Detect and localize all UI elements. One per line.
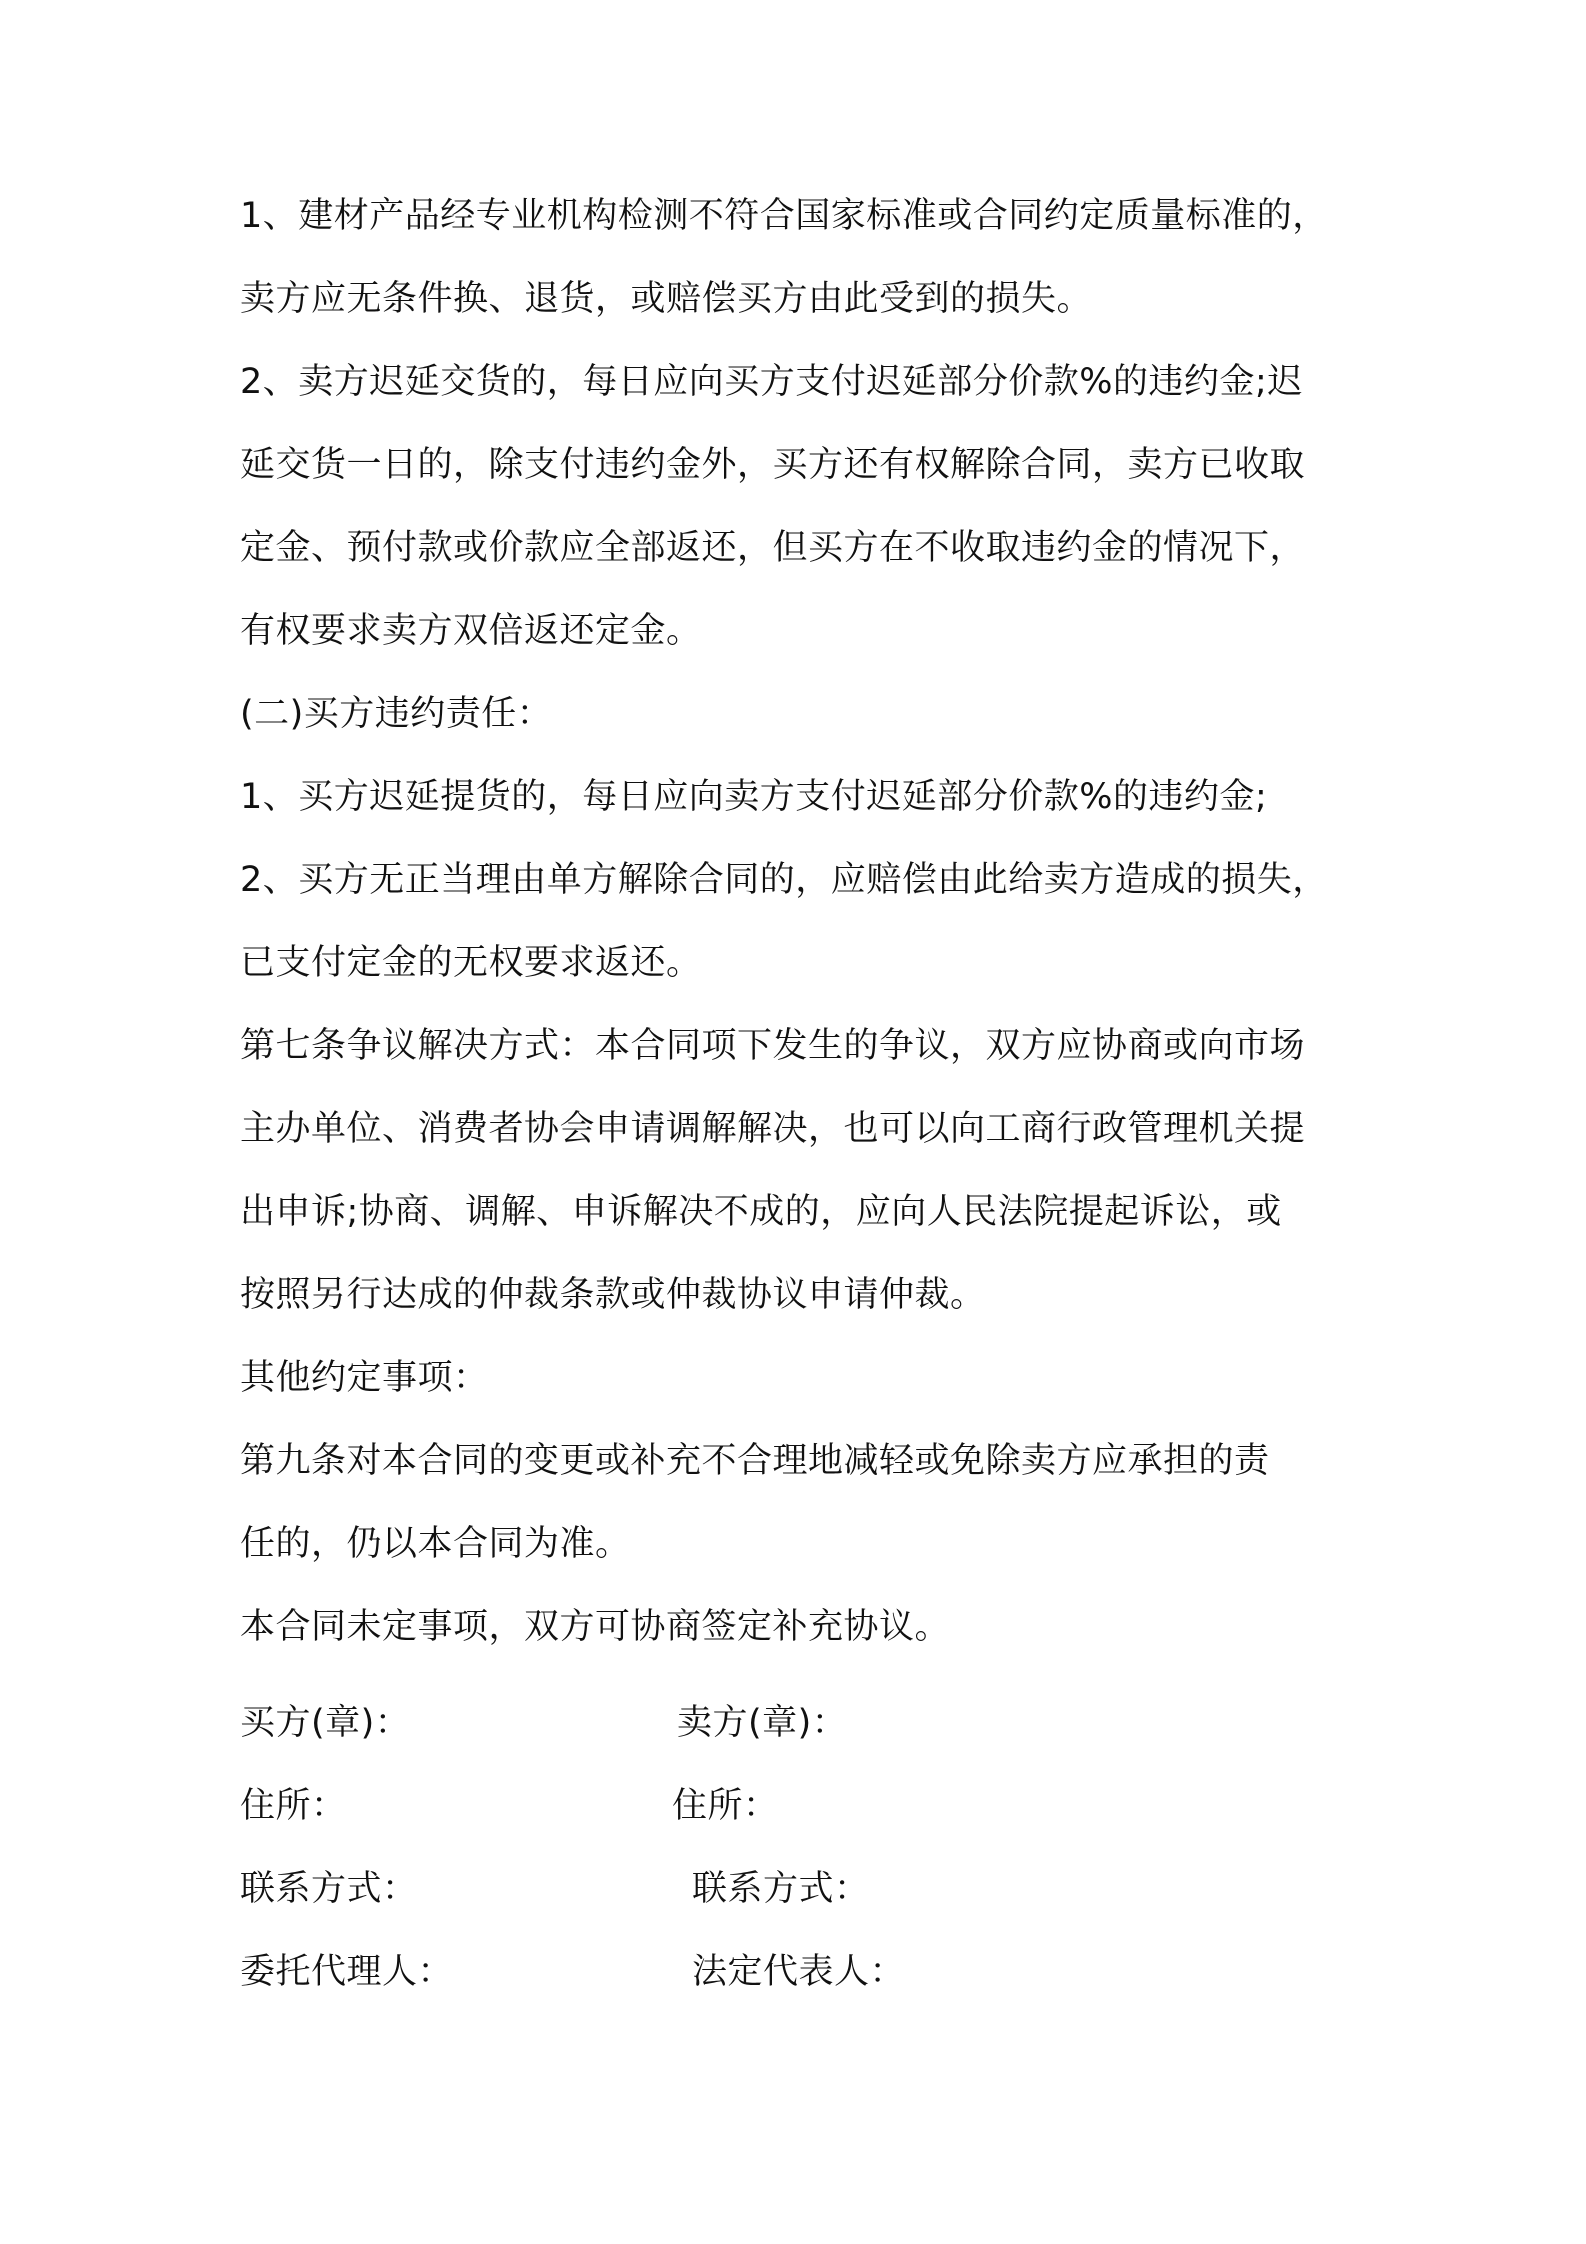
section-heading: (二)买方违约责任： (240, 694, 553, 734)
text-line: 主办单位、消费者协会申请调解解决，也可以向工商行政管理机关提 (240, 1109, 1306, 1149)
text-line: 1、建材产品经专业机构检测不符合国家标准或合同约定质量标准的， (240, 196, 1328, 236)
text-line: 延交货一日的，除支付违约金外，买方还有权解除合同，卖方已收取 (240, 445, 1306, 485)
text-line: 2、卖方迟延交货的，每日应向买方支付迟延部分价款%的违约金;迟 (240, 362, 1303, 402)
signature-row (240, 1786, 1380, 1827)
buyer-seal-label: 买方(章)： (240, 1703, 411, 1743)
text-line: 有权要求卖方双倍返还定金。 (240, 611, 702, 651)
text-line: 1、买方迟延提货的，每日应向卖方支付迟延部分价款%的违约金; (240, 777, 1268, 817)
text-line: 第九条对本合同的变更或补充不合理地减轻或免除卖方应承担的责 (240, 1441, 1270, 1481)
contract-body (240, 196, 1380, 1690)
seller-contact-label: 联系方式： (692, 1869, 870, 1909)
seller-legal-rep-label: 法定代表人： (692, 1952, 906, 1992)
text-line: 任的，仍以本合同为准。 (240, 1524, 631, 1564)
buyer-address-label: 住所： (240, 1786, 347, 1826)
seller-seal-label: 卖方(章)： (677, 1703, 848, 1743)
text-line: 第七条争议解决方式：本合同项下发生的争议，双方应协商或向市场 (240, 1026, 1306, 1066)
text-line: 本合同未定事项，双方可协商签定补充协议。 (240, 1607, 951, 1647)
text-line: 出申诉;协商、调解、申诉解决不成的，应向人民法院提起诉讼，或 (240, 1192, 1282, 1232)
buyer-contact-label: 联系方式： (240, 1869, 418, 1909)
section-heading: 其他约定事项： (240, 1358, 489, 1398)
buyer-agent-label: 委托代理人： (240, 1952, 454, 1992)
text-line: 卖方应无条件换、退货，或赔偿买方由此受到的损失。 (240, 279, 1093, 319)
signature-row (240, 1869, 1380, 1910)
signature-row (240, 1703, 1380, 1744)
seller-address-label: 住所： (672, 1786, 779, 1826)
text-line: 已支付定金的无权要求返还。 (240, 943, 702, 983)
text-line: 定金、预付款或价款应全部返还，但买方在不收取违约金的情况下， (240, 528, 1306, 568)
text-line: 按照另行达成的仲裁条款或仲裁协议申请仲裁。 (240, 1275, 986, 1315)
signature-row (240, 1952, 1380, 1993)
signature-block (240, 1703, 1380, 2035)
text-line: 2、买方无正当理由单方解除合同的，应赔偿由此给卖方造成的损失， (240, 860, 1328, 900)
